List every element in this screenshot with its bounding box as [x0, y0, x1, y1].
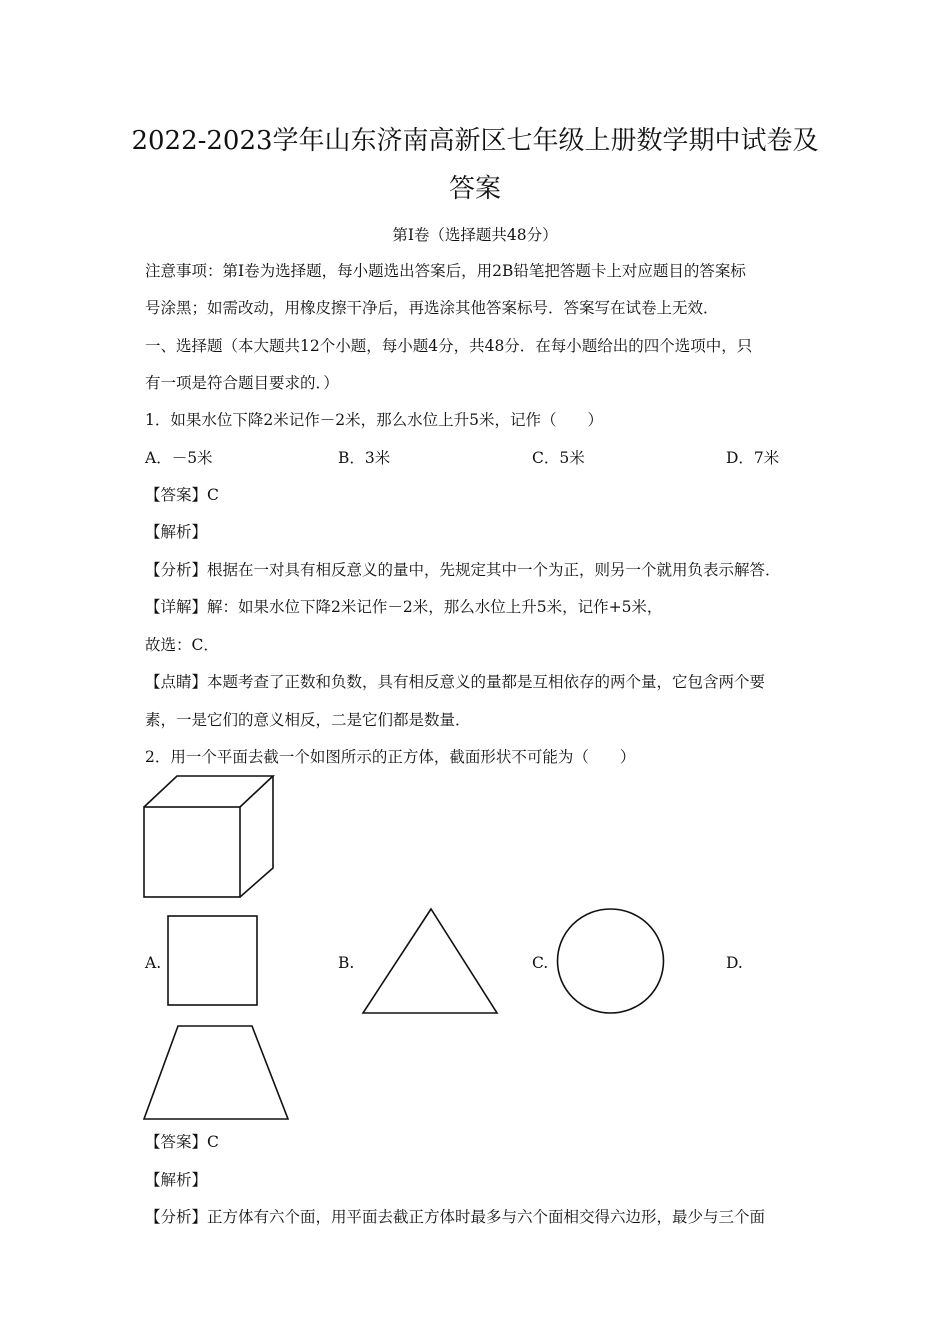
cube-figure — [140, 774, 280, 902]
cube-side-face — [240, 776, 273, 897]
q2-answer: 【答案】C — [145, 1133, 219, 1151]
q2-jiexi-label: 【解析】 — [145, 1171, 208, 1189]
q1-analysis: 【分析】根据在一对具有相反意义的量中，先规定其中一个为正，则另一个就用负表示解答． — [145, 561, 781, 579]
q1-stem: 1．如果水位下降2米记作－2米，那么水位上升5米，记作（ ） — [145, 411, 603, 429]
q1-answer: 【答案】C — [145, 486, 219, 504]
document-title-line1: 2022-2023学年山东济南高新区七年级上册数学期中试卷及 — [131, 126, 819, 156]
section-title: 第I卷（选择题共48分） — [392, 226, 558, 244]
q1-option-d: D．7米 — [726, 449, 780, 467]
q2-stem: 2．用一个平面去截一个如图所示的正方体，截面形状不可能为（ ） — [145, 748, 636, 766]
q2-label-b: B. — [338, 954, 355, 972]
q1-detail: 【详解】解：如果水位下降2米记作－2米，那么水位上升5米，记作+5米， — [145, 598, 663, 616]
q1-option-c: C．5米 — [532, 449, 585, 467]
q1-option-a: A．－5米 — [145, 449, 213, 467]
q1-jiexi-label: 【解析】 — [145, 523, 208, 541]
q1-option-b: B．3米 — [338, 449, 391, 467]
q2-label-d: D. — [726, 954, 743, 972]
triangle-shape — [360, 906, 502, 1018]
square-shape — [165, 913, 261, 1009]
part1-intro-line2: 有一项是符合题目要求的．） — [145, 374, 339, 392]
trapezoid-shape — [140, 1023, 292, 1123]
q1-comment-line2: 素，一是它们的意义相反，二是它们都是数量． — [145, 711, 471, 729]
q2-label-c: C. — [532, 954, 549, 972]
cube-front-face — [144, 807, 240, 897]
document-title-line2: 答案 — [448, 174, 501, 204]
notice-line2: 号涂黑；如需改动，用橡皮擦干净后，再选涂其他答案标号．答案写在试卷上无效． — [145, 299, 719, 317]
q2-label-a: A. — [145, 954, 162, 972]
notice-line1: 注意事项：第I卷为选择题，每小题选出答案后，用2B铅笔把答题卡上对应题目的答案标 — [145, 262, 746, 280]
circle-shape — [554, 906, 668, 1016]
q2-analysis: 【分析】正方体有六个面，用平面去截正方体时最多与六个面相交得六边形，最少与三个面 — [145, 1208, 766, 1226]
q1-choose: 故选：C． — [145, 636, 219, 654]
cube-top-face — [144, 776, 273, 807]
part1-intro-line1: 一、选择题（本大题共12个小题，每小题4分，共48分．在每小题给出的四个选项中，只 — [145, 337, 753, 355]
q1-comment-line1: 【点睛】本题考查了正数和负数，具有相反意义的量都是互相依存的两个量，它包含两个要 — [145, 673, 766, 691]
